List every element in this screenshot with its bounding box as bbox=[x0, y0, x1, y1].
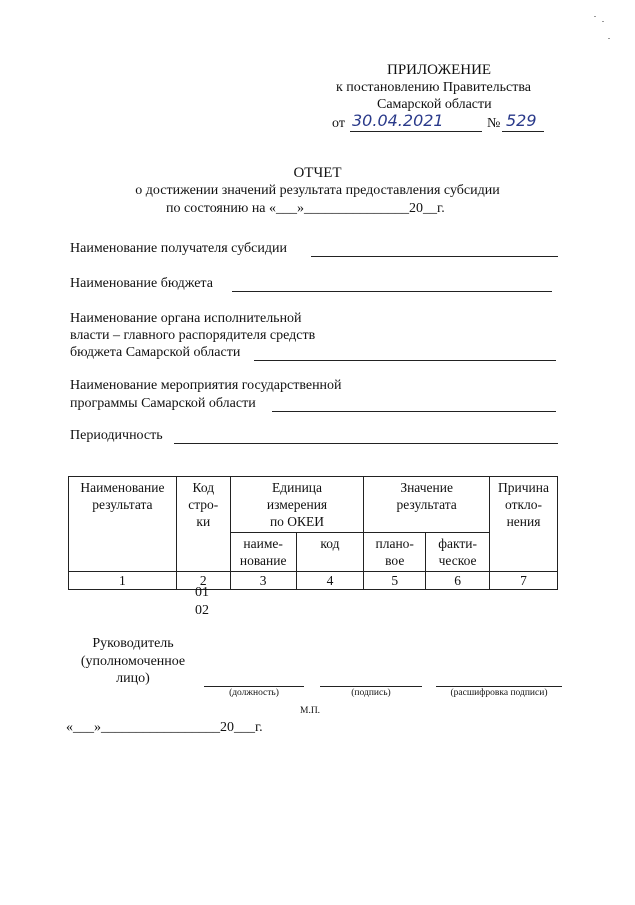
header-text: Причина bbox=[498, 480, 549, 495]
header-text: по ОКЕИ bbox=[269, 514, 325, 529]
results-table bbox=[68, 476, 558, 590]
scan-speck bbox=[608, 38, 610, 39]
header-text: откло- bbox=[505, 497, 543, 512]
periodicity-label: Периодичность bbox=[70, 428, 163, 443]
handwritten-number: 529 bbox=[506, 111, 537, 130]
appendix-line-2: Самарской области bbox=[377, 97, 492, 112]
header-text: результата bbox=[92, 497, 153, 512]
header-unit-code bbox=[296, 533, 364, 572]
header-planned bbox=[364, 533, 426, 572]
head-label-line-3: лицо) bbox=[116, 671, 150, 686]
event-label-line-2: программы Самарской области bbox=[70, 396, 256, 411]
event-label-line-1: Наименование мероприятия государственной bbox=[70, 378, 342, 393]
date-prefix: от bbox=[332, 116, 345, 131]
header-text: ческое bbox=[438, 553, 477, 568]
header-value bbox=[364, 477, 490, 533]
budget-label: Наименование бюджета bbox=[70, 276, 213, 291]
column-number: 6 bbox=[426, 572, 490, 590]
header-text: вое bbox=[385, 553, 405, 568]
header-text: Значение bbox=[400, 480, 453, 495]
head-label-line-1: Руководитель bbox=[92, 636, 174, 651]
decipher-caption: (расшифровка подписи) bbox=[450, 688, 548, 698]
column-number: 5 bbox=[364, 572, 426, 590]
authority-label-line-1: Наименование органа исполнительной bbox=[70, 311, 302, 326]
event-field-line[interactable] bbox=[272, 411, 556, 412]
authority-field-line[interactable] bbox=[254, 360, 556, 361]
report-as-of: по состоянию на «___»_______________20__г. bbox=[166, 201, 445, 216]
header-row-code bbox=[176, 477, 230, 572]
header-text: плано- bbox=[375, 536, 414, 551]
header-result-name bbox=[69, 477, 177, 572]
header-text: Единица bbox=[272, 480, 323, 495]
scan-speck bbox=[602, 21, 604, 22]
column-number: 1 bbox=[69, 572, 177, 590]
report-subtitle: о достижении значений результата предоставления субсидии bbox=[135, 183, 500, 198]
recipient-field-line[interactable] bbox=[311, 256, 558, 257]
position-line[interactable] bbox=[204, 686, 304, 687]
row-code: 01 bbox=[195, 585, 209, 600]
report-title: ОТЧЕТ bbox=[293, 165, 342, 181]
scan-speck bbox=[594, 16, 596, 17]
header-text: результата bbox=[396, 497, 457, 512]
header-text: нения bbox=[506, 514, 541, 529]
stamp-placeholder: М.П. bbox=[300, 706, 321, 716]
column-number: 7 bbox=[490, 572, 558, 590]
recipient-label: Наименование получателя субсидии bbox=[70, 241, 287, 256]
header-unit bbox=[230, 477, 364, 533]
column-number: 2 bbox=[176, 572, 230, 590]
header-text: факти- bbox=[438, 536, 477, 551]
budget-field-line[interactable] bbox=[232, 291, 552, 292]
header-text: Наименование bbox=[80, 480, 165, 495]
authority-label-line-2: власти – главного распорядителя средств bbox=[70, 328, 316, 343]
header-text: ки bbox=[196, 514, 211, 529]
header-text: Код bbox=[192, 480, 215, 495]
position-caption: (должность) bbox=[229, 688, 279, 698]
appendix-title: ПРИЛОЖЕНИЕ bbox=[387, 62, 492, 78]
header-text: измерения bbox=[266, 497, 328, 512]
column-number: 4 bbox=[296, 572, 364, 590]
header-reason bbox=[490, 477, 558, 572]
column-number-row bbox=[69, 572, 558, 590]
periodicity-field-line[interactable] bbox=[174, 443, 558, 444]
header-text: стро- bbox=[188, 497, 219, 512]
authority-label-line-3: бюджета Самарской области bbox=[70, 345, 241, 360]
appendix-line-1: к постановлению Правительства bbox=[336, 80, 532, 95]
signature-caption: (подпись) bbox=[351, 688, 391, 698]
header-unit-name bbox=[230, 533, 296, 572]
header-text: наиме- bbox=[243, 536, 283, 551]
header-actual bbox=[426, 533, 490, 572]
row-code: 02 bbox=[195, 603, 209, 618]
handwritten-date: 30.04.2021 bbox=[352, 111, 444, 130]
column-number: 3 bbox=[230, 572, 296, 590]
number-underline bbox=[502, 131, 544, 132]
decipher-line[interactable] bbox=[436, 686, 562, 687]
head-label-line-2: (уполномоченное bbox=[80, 654, 186, 669]
signature-line[interactable] bbox=[320, 686, 422, 687]
header-text: код bbox=[320, 536, 340, 551]
signature-date: «___»_________________20___г. bbox=[66, 720, 263, 735]
date-underline bbox=[350, 131, 482, 132]
number-prefix: № bbox=[487, 116, 501, 131]
header-text: нование bbox=[239, 553, 287, 568]
